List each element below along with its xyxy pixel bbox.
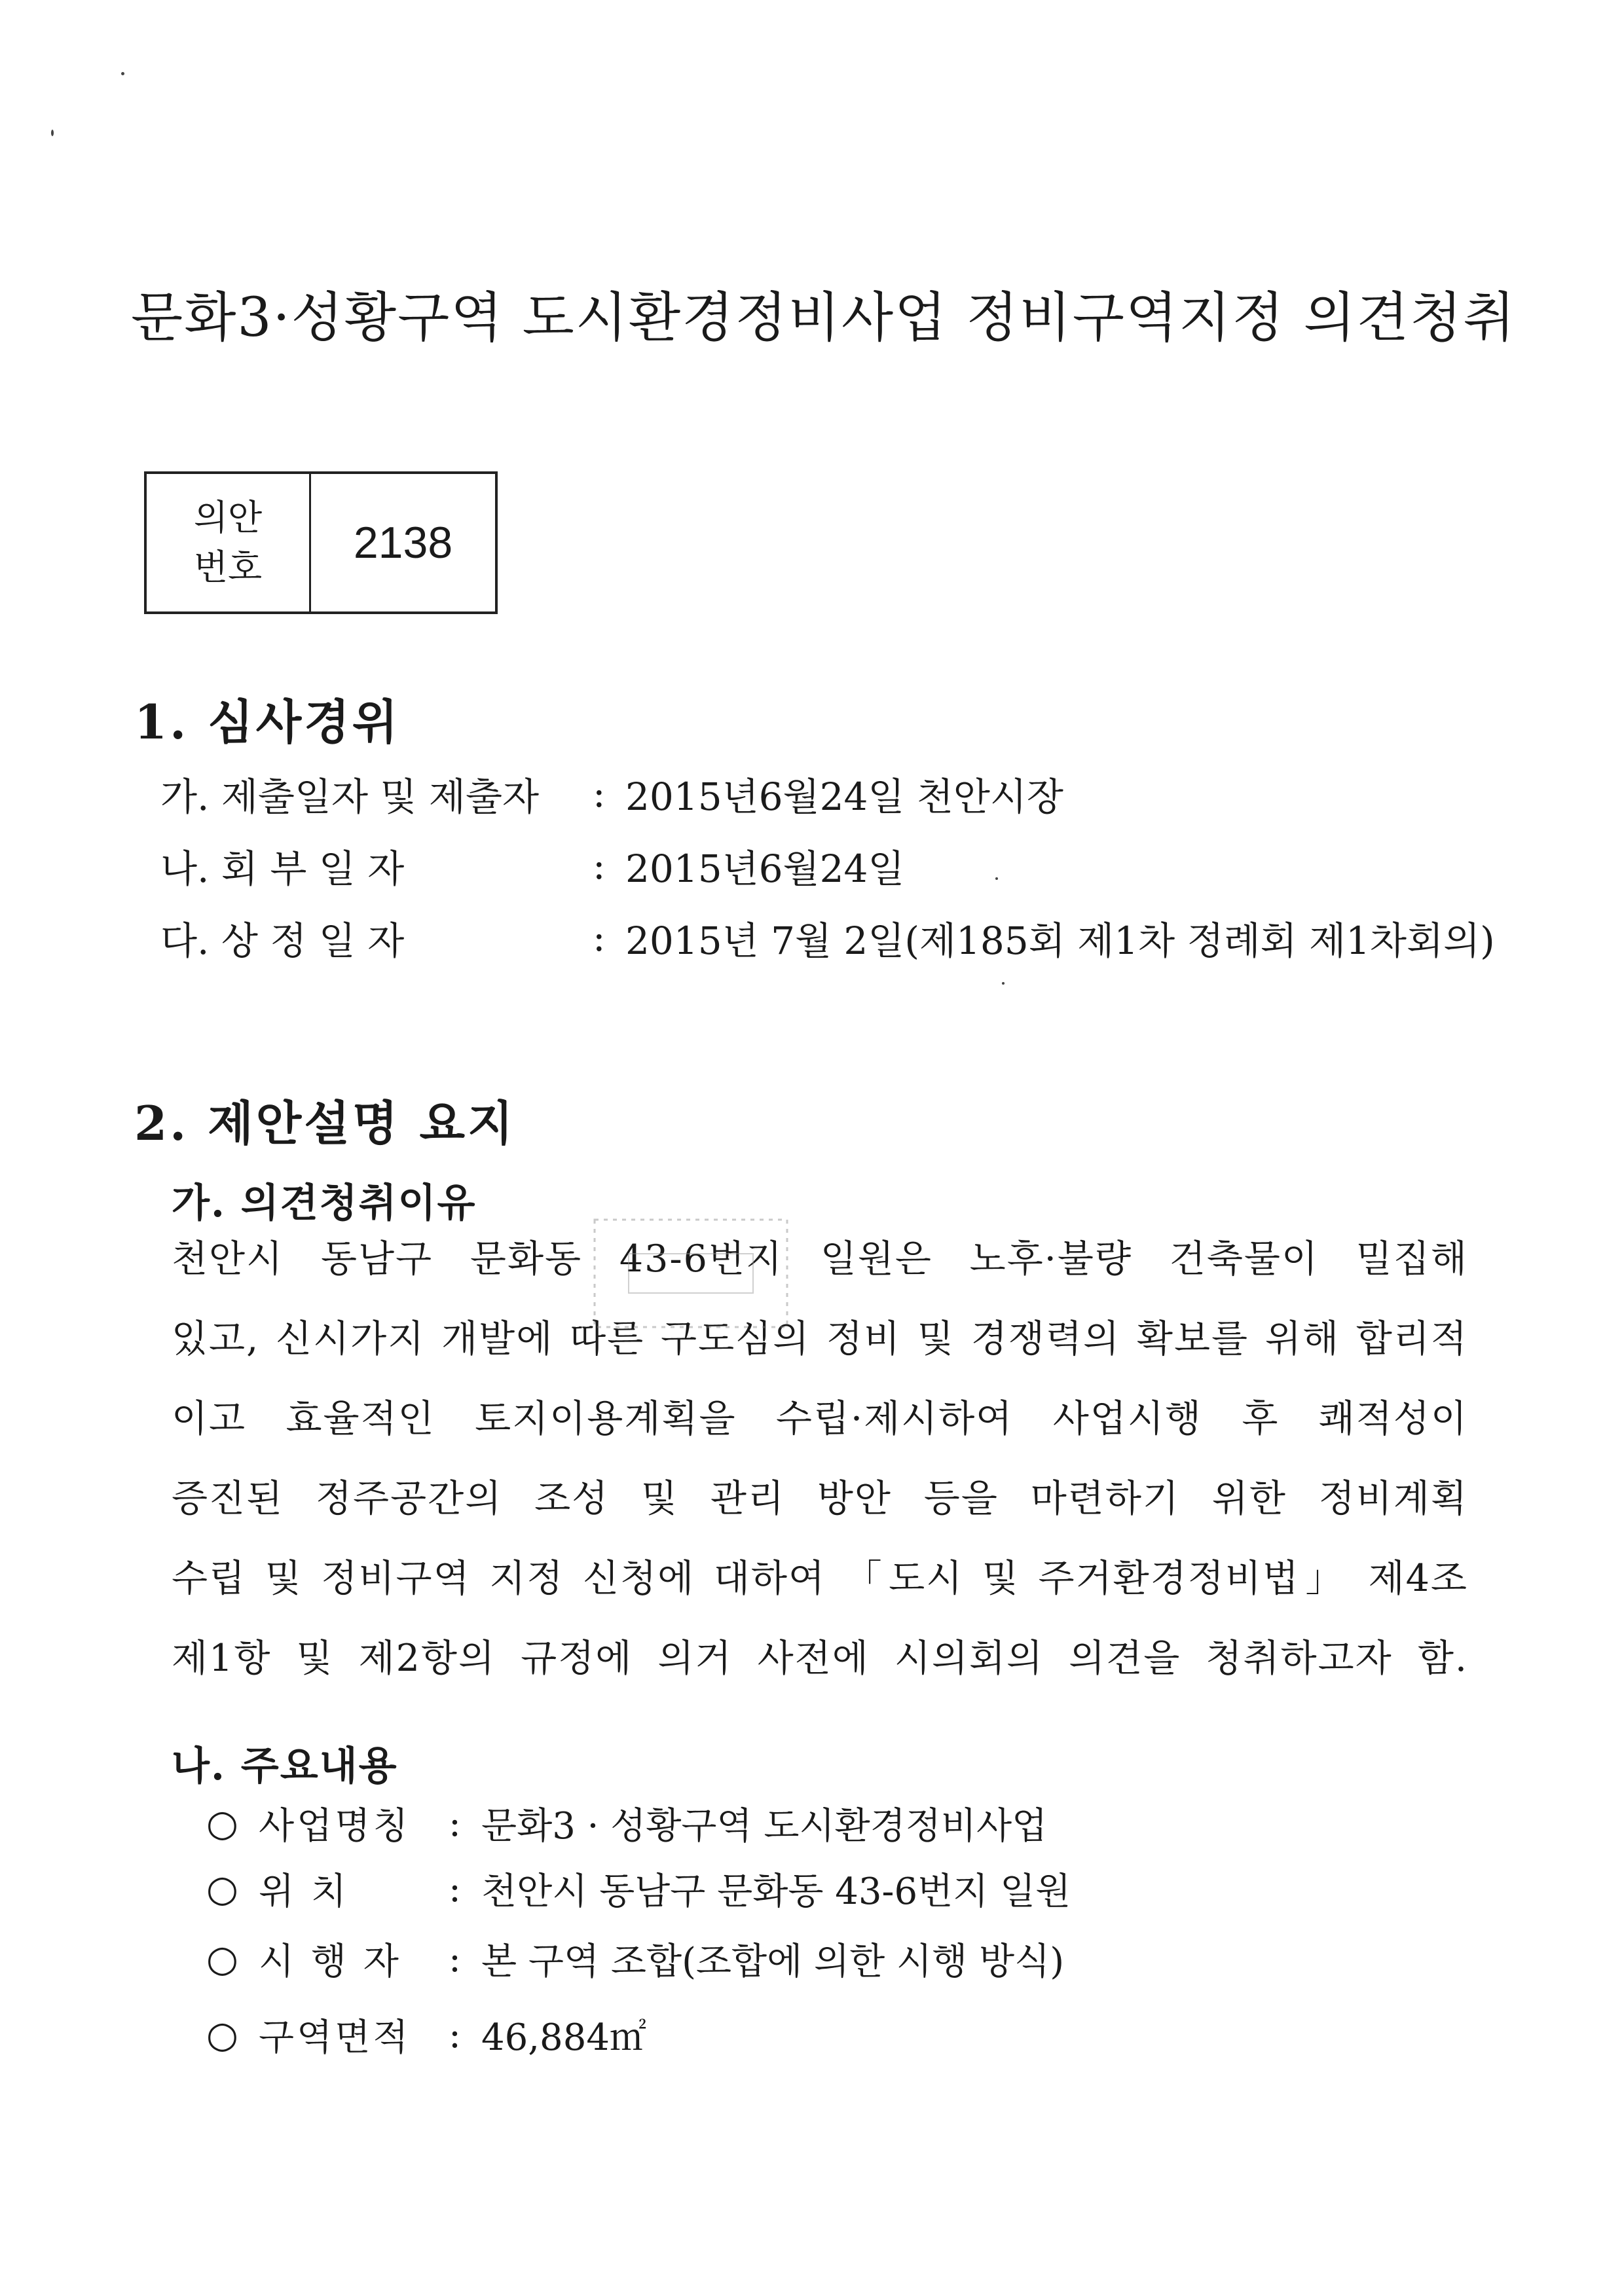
item-value: 46,884㎡ xyxy=(481,2016,646,2059)
bill-label-line1: 의안 xyxy=(193,497,263,538)
bill-label-line2: 번호 xyxy=(193,547,263,588)
scan-speck xyxy=(51,130,54,136)
row-value: 2015년6월24일 xyxy=(625,847,905,891)
main-item-location xyxy=(206,1863,1071,1915)
subsection-a-heading: 가. 의견청취이유 xyxy=(172,1180,477,1226)
document-title: 문화3·성황구역 도시환경정비사업 정비구역지정 의견청취 xyxy=(131,287,1517,349)
item-label: 시 행 자 xyxy=(259,1941,401,1983)
bill-number-value: 2138 xyxy=(353,518,453,568)
row-value: 2015년6월24일 천안시장 xyxy=(625,774,1063,819)
row-label: 다. 상 정 일 자 xyxy=(160,919,405,963)
circle-bullet-icon: ○ xyxy=(206,2013,238,2056)
row-colon: : xyxy=(593,771,606,816)
paragraph-line: 천안시 동남구 문화동 43-6번지 일원은 노후·불량 건축물이 밀집해 xyxy=(172,1237,1468,1281)
item-value: 천안시 동남구 문화동 43-6번지 일원 xyxy=(481,1870,1071,1913)
row-colon: : xyxy=(593,915,606,960)
paragraph-line: 증진된 정주공간의 조성 및 관리 방안 등을 마련하기 위한 정비계획 xyxy=(172,1477,1468,1520)
row-label: 나. 회 부 일 자 xyxy=(160,847,405,891)
item-label: 위 치 xyxy=(259,1870,349,1913)
bill-number-label xyxy=(147,474,311,611)
row-label: 가. 제출일자 및 제출자 xyxy=(160,774,539,819)
faint-stamp-mark xyxy=(589,1214,792,1332)
item-colon: : xyxy=(449,1802,461,1845)
row-colon: : xyxy=(593,843,606,888)
review-row-submission xyxy=(160,767,1063,820)
hearing-reason-paragraph xyxy=(172,1219,1468,1698)
main-item-project-name xyxy=(206,1797,1047,1850)
review-row-referral xyxy=(160,839,904,892)
paragraph-line: 수립 및 정비구역 지정 신청에 대하여 「도시 및 주거환경정비법」 제4조 xyxy=(172,1557,1468,1600)
item-colon: : xyxy=(449,1937,461,1980)
section1-heading: 1. 심사경위 xyxy=(134,694,401,750)
circle-bullet-icon: ○ xyxy=(206,1867,238,1910)
main-item-executor xyxy=(206,1933,1064,1985)
item-value: 본 구역 조합(조합에 의한 시행 방식) xyxy=(481,1941,1065,1983)
subsection-b-heading: 나. 주요내용 xyxy=(172,1743,398,1789)
item-label: 구역면적 xyxy=(259,2016,411,2059)
bill-number-box xyxy=(144,471,498,614)
review-row-agenda xyxy=(160,911,1495,964)
circle-bullet-icon: ○ xyxy=(206,1802,238,1845)
item-label: 사업명칭 xyxy=(259,1805,411,1848)
row-value: 2015년 7월 2일(제185회 제1차 정례회 제1차회의) xyxy=(625,919,1495,963)
section2-heading: 2. 제안설명 요지 xyxy=(134,1095,516,1151)
paragraph-line: 이고 효율적인 토지이용계획을 수립·제시하여 사업시행 후 쾌적성이 xyxy=(172,1397,1468,1440)
circle-bullet-icon: ○ xyxy=(206,1937,238,1980)
paragraph-line: 제1항 및 제2항의 규정에 의거 사전에 시의회의 의견을 청취하고자 함. xyxy=(172,1637,1468,1680)
scan-speck xyxy=(1002,982,1005,985)
item-colon: : xyxy=(449,2013,461,2056)
item-value: 문화3 · 성황구역 도시환경정비사업 xyxy=(481,1805,1048,1848)
item-colon: : xyxy=(449,1867,461,1910)
main-item-area xyxy=(206,2009,646,2061)
scan-speck xyxy=(995,877,998,880)
scan-speck xyxy=(121,72,124,75)
paragraph-line: 있고, 신시가지 개발에 따른 구도심의 정비 및 경쟁력의 확보를 위해 합리적 xyxy=(172,1317,1468,1360)
